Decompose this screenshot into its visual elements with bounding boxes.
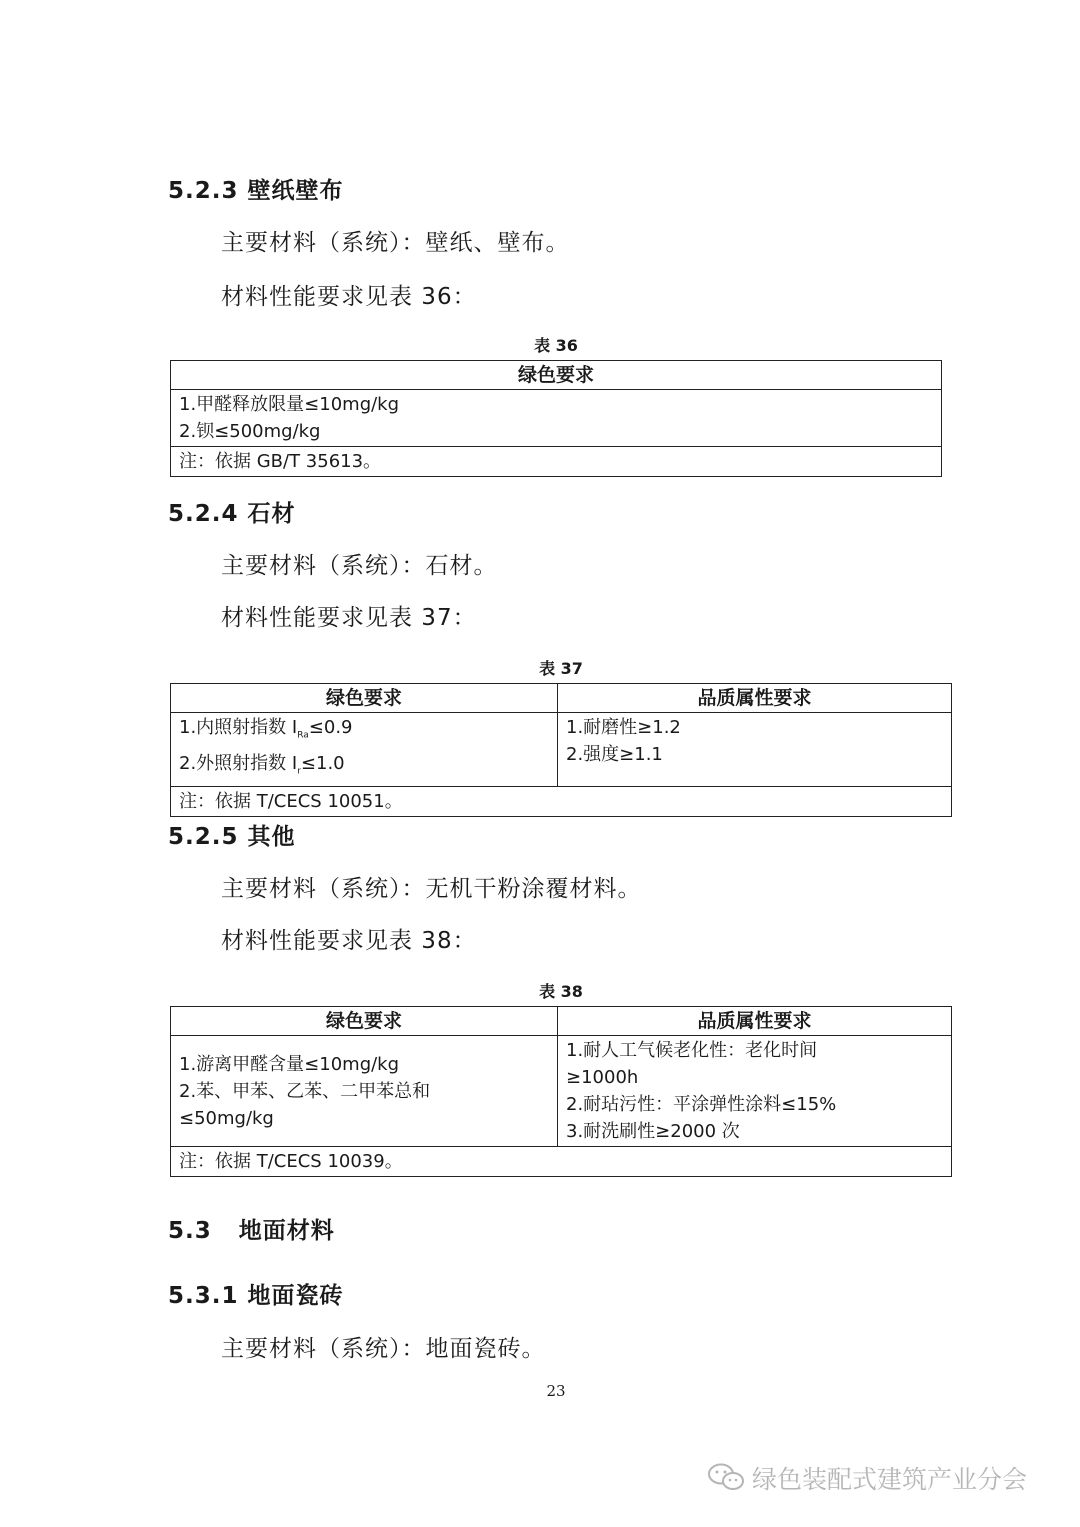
table-36-header-green: 绿色要求 [171, 361, 942, 390]
page-number: 23 [546, 1382, 566, 1400]
table-38-green-item: 1.游离甲醛含量≤10mg/kg [179, 1053, 400, 1075]
main-materials-5-2-3: 主要材料（系统）：壁纸、壁布。 [221, 230, 570, 256]
main-materials-5-2-4: 主要材料（系统）：石材。 [221, 553, 498, 579]
table-37-quality-item: 1.耐磨性≥1.2 [566, 717, 681, 738]
heading-5-2-4: 5.2.4 石材 [168, 501, 296, 527]
heading-5-3: 5.3 地面材料 [168, 1218, 335, 1244]
table-38-green-cell [171, 1036, 558, 1147]
table-36-note: 注：依据 GB/T 35613。 [171, 447, 942, 477]
table-38-green-item: 2.苯、甲苯、乙苯、二甲苯总和 [179, 1080, 431, 1102]
table-36-green-item: 1.甲醛释放限量≤10mg/kg [179, 394, 400, 415]
table-36 [170, 360, 942, 477]
heading-5-2-5: 5.2.5 其他 [168, 824, 296, 850]
heading-5-3-1: 5.3.1 地面瓷砖 [168, 1283, 344, 1309]
table-37-note: 注：依据 T/CECS 10051。 [171, 787, 952, 817]
table-38-quality-item: 1.耐人工气候老化性：老化时间 [566, 1040, 818, 1061]
table-36-green-item: 2.钡≤500mg/kg [179, 421, 321, 442]
see-table-37: 材料性能要求见表 37： [221, 605, 477, 631]
see-table-38: 材料性能要求见表 38： [221, 928, 477, 954]
table-37-green-cell [171, 713, 558, 787]
main-materials-5-2-5: 主要材料（系统）：无机干粉涂覆材料。 [221, 876, 642, 902]
table-37-header-green: 绿色要求 [171, 684, 558, 713]
table-38-quality-item: 3.耐洗刷性≥2000 次 [566, 1121, 740, 1142]
table-38-header-quality: 品质属性要求 [558, 1007, 952, 1036]
table-38-quality-item: 2.耐玷污性：平涂弹性涂料≤15% [566, 1094, 837, 1115]
table-37-quality-cell [558, 713, 952, 787]
table-38-quality-item: ≥1000h [566, 1067, 639, 1088]
table-38-header-green: 绿色要求 [171, 1007, 558, 1036]
wechat-icon [707, 1462, 747, 1492]
table-37 [170, 683, 952, 817]
table-38-caption: 表 38 [539, 982, 583, 1001]
see-table-36: 材料性能要求见表 36： [221, 284, 477, 310]
table-38-green-item: ≤50mg/kg [179, 1107, 274, 1129]
table-38 [170, 1006, 952, 1177]
table-38-note: 注：依据 T/CECS 10039。 [171, 1147, 952, 1177]
table-37-green-item: 2.外照射指数 $I_r\le 1.0$ [179, 752, 345, 777]
main-materials-5-3-1: 主要材料（系统）：地面瓷砖。 [221, 1336, 546, 1362]
table-37-quality-item: 2.强度≥1.1 [566, 744, 663, 765]
heading-5-2-3: 5.2.3 壁纸壁布 [168, 178, 344, 204]
table-36-caption: 表 36 [534, 336, 578, 355]
table-37-header-quality: 品质属性要求 [558, 684, 952, 713]
table-38-quality-cell [558, 1036, 952, 1147]
table-37-caption: 表 37 [539, 659, 583, 678]
table-36-green-cell [171, 390, 942, 447]
table-37-green-item: 1.内照射指数 $I_{Ra}\le 0.9$ [179, 717, 353, 741]
watermark-text: 绿色装配式建筑产业分会 [752, 1465, 1028, 1494]
